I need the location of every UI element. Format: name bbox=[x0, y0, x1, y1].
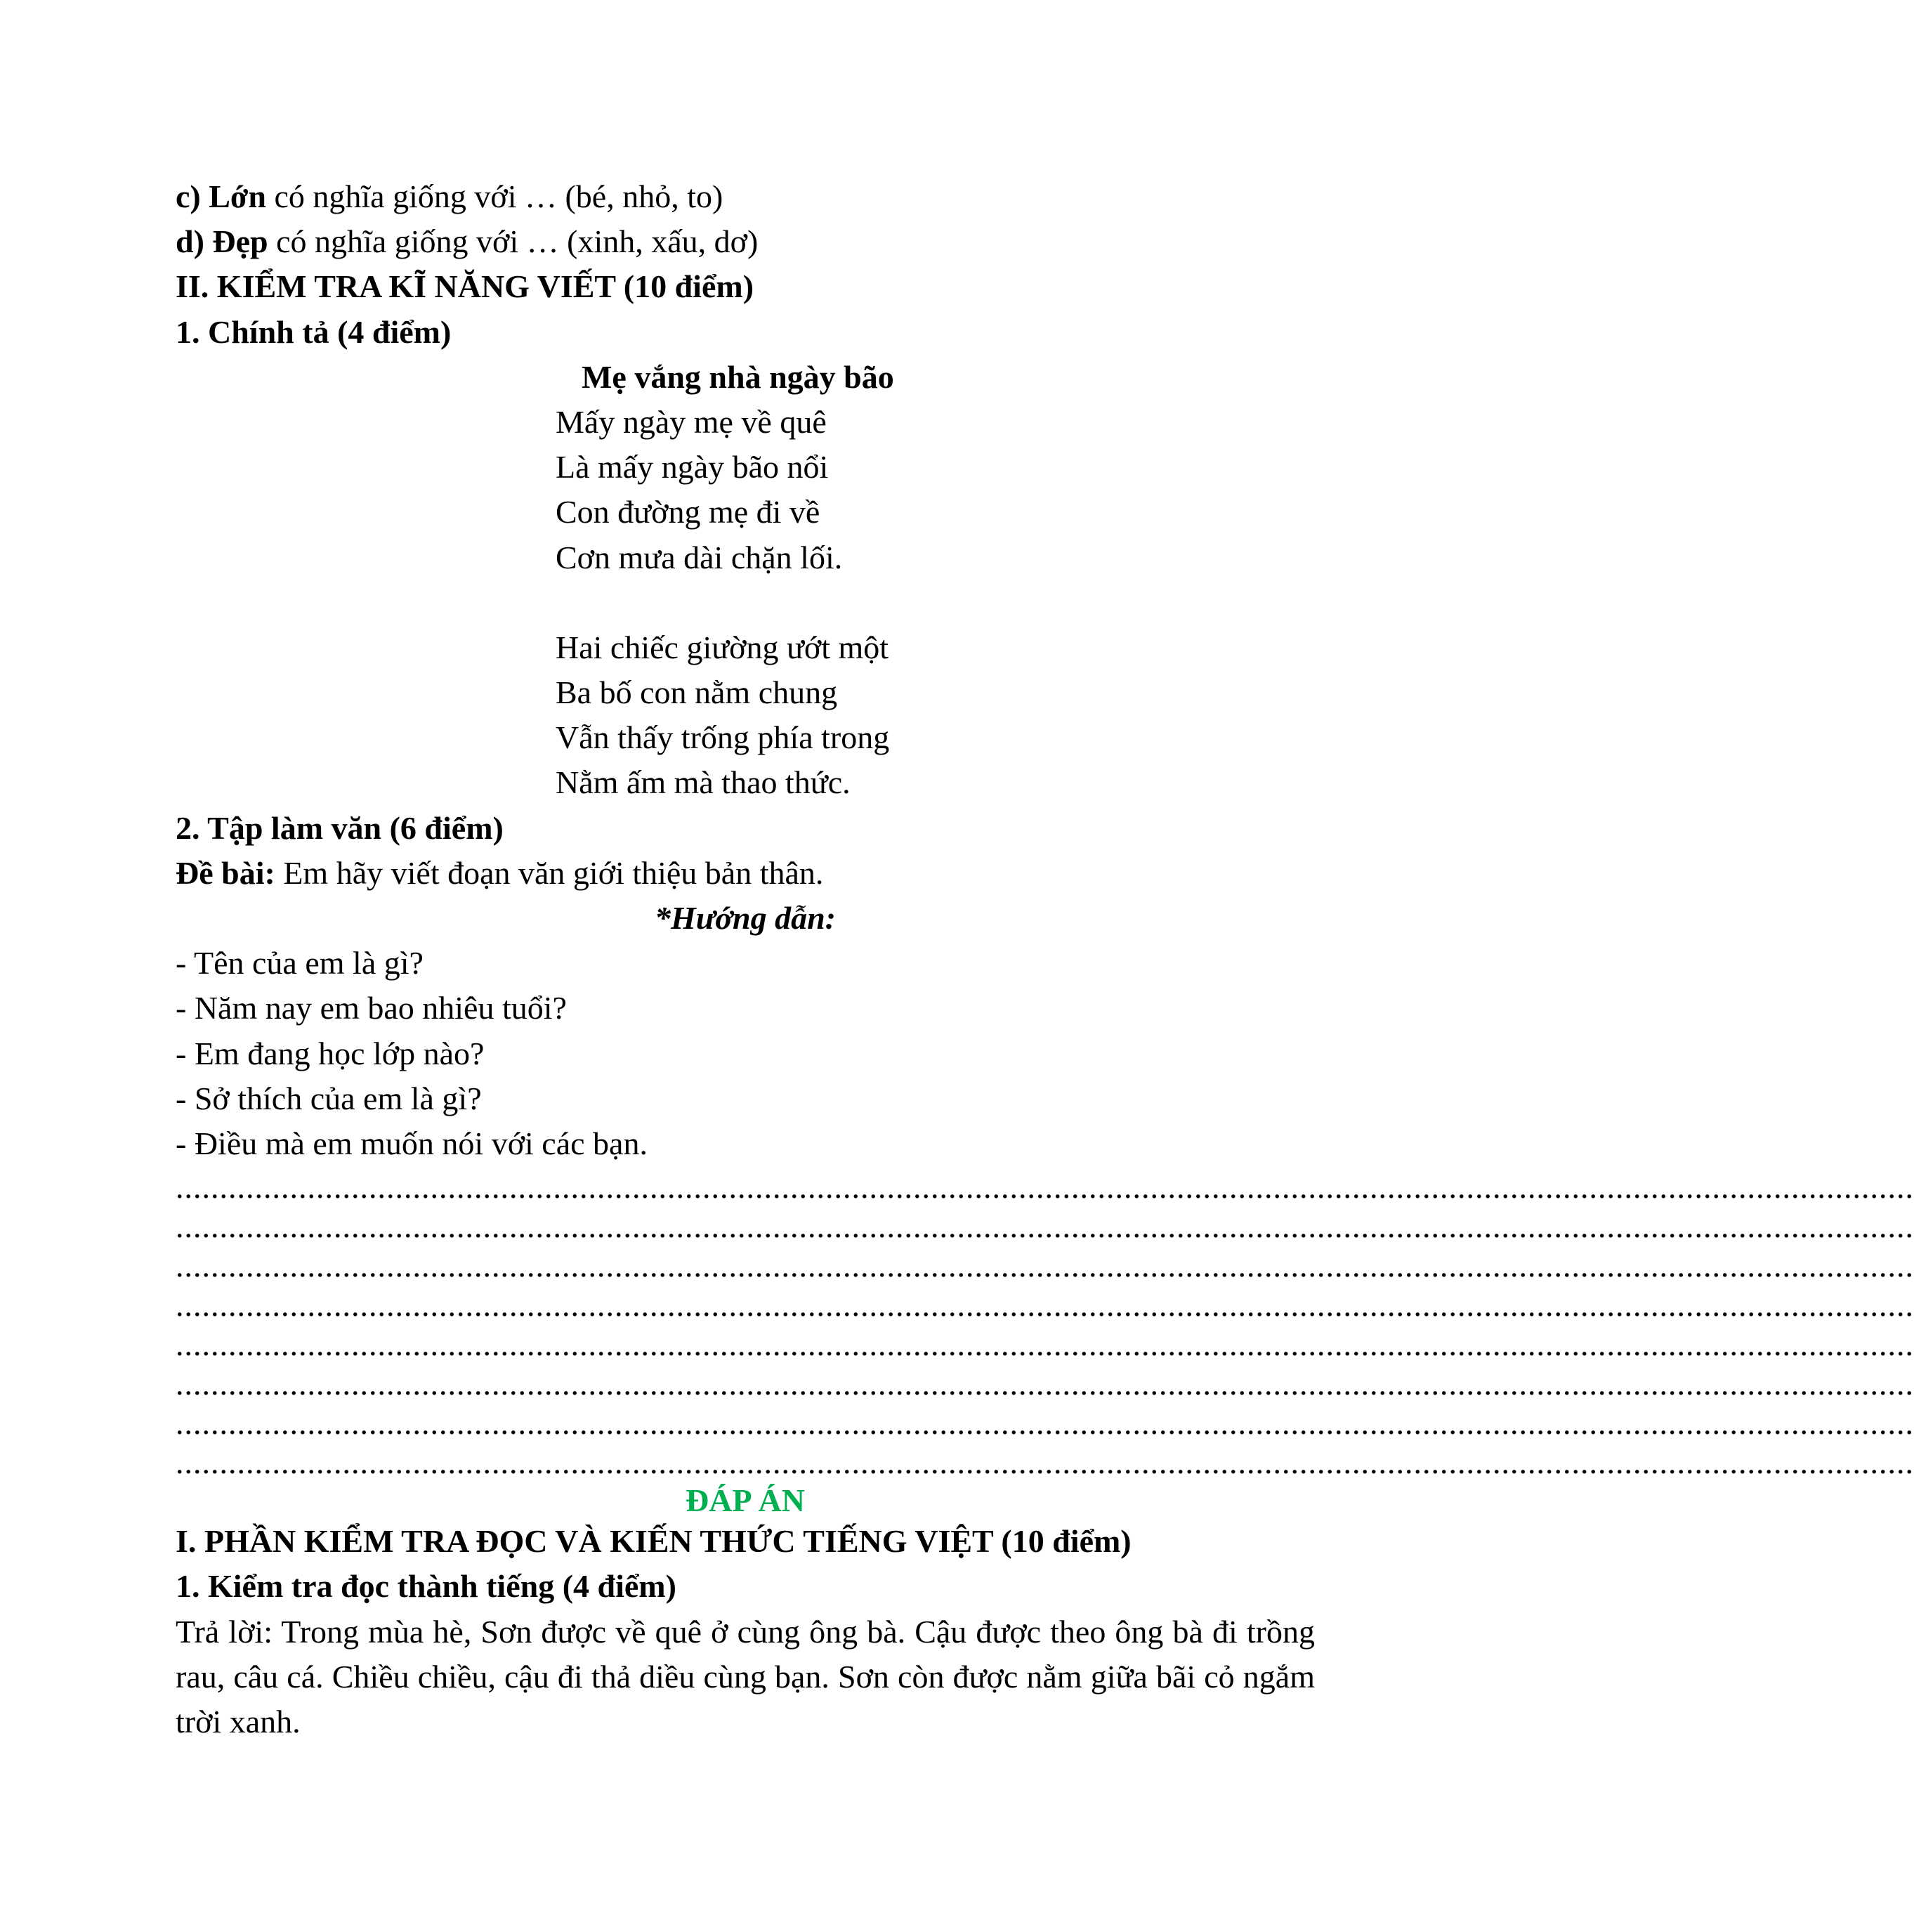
answers-title: ĐÁP ÁN bbox=[686, 1482, 805, 1519]
prompt bbox=[176, 851, 1315, 896]
dictation-heading: 1. Chính tả (4 điểm) bbox=[176, 313, 452, 350]
exercise-d bbox=[176, 219, 1315, 264]
prompt-text: Em hãy viết đoạn văn giới thiệu bản thân. bbox=[275, 854, 824, 891]
reading-heading: 1. Kiểm tra đọc thành tiếng (4 điểm) bbox=[176, 1568, 676, 1605]
writing-line: ...................................................................................................................................................................................................... bbox=[176, 1208, 1914, 1245]
guide-item: - Em đang học lớp nào? bbox=[176, 1035, 485, 1071]
poem-line: Cơn mưa dài chặn lối. bbox=[556, 539, 843, 575]
guide-item: - Năm nay em bao nhiêu tuổi? bbox=[176, 990, 567, 1026]
reading-answer: Trả lời: Trong mùa hè, Sơn được về quê ở cùng ông bà. Cậu được theo ông bà đi trồng rau, câu cá. Chiều chiều, cậu đi thả diều cùng bạn. Sơn còn được nằm giữa bãi cỏ ngắm trời xanh. bbox=[176, 1613, 1315, 1740]
guide-heading: *Hướng dẫn: bbox=[654, 900, 836, 936]
exercise-c-text: có nghĩa giống với … (bé, nhỏ, to) bbox=[266, 178, 723, 214]
composition-heading: 2. Tập làm văn (6 điểm) bbox=[176, 809, 504, 846]
document-page bbox=[176, 174, 1914, 1744]
writing-line: ...................................................................................................................................................................................................... bbox=[176, 1405, 1914, 1442]
prompt-label: Đề bài: bbox=[176, 854, 275, 891]
writing-line: ...................................................................................................................................................................................................... bbox=[176, 1326, 1914, 1363]
guide-item: - Tên của em là gì? bbox=[176, 945, 424, 981]
writing-line: ...................................................................................................................................................................................................... bbox=[176, 1444, 1914, 1481]
writing-line: ...................................................................................................................................................................................................... bbox=[176, 1366, 1914, 1402]
writing-line: ...................................................................................................................................................................................................... bbox=[176, 1287, 1914, 1324]
writing-line: ...................................................................................................................................................................................................... bbox=[176, 1169, 1914, 1206]
section-2-heading: II. KIỂM TRA KĨ NĂNG VIẾT (10 điểm) bbox=[176, 268, 754, 305]
exercise-d-text: có nghĩa giống với … (xinh, xấu, dơ) bbox=[268, 223, 759, 260]
exercise-c bbox=[176, 174, 1315, 219]
poem-title: Mẹ vắng nhà ngày bão bbox=[582, 358, 894, 395]
stanza-gap bbox=[176, 580, 1315, 625]
guide-item: - Sở thích của em là gì? bbox=[176, 1080, 482, 1116]
poem-line: Mấy ngày mẹ về quê bbox=[556, 403, 827, 440]
answers-section-1-heading: I. PHẦN KIỂM TRA ĐỌC VÀ KIẾN THỨC TIẾNG VIỆT (10 điểm) bbox=[176, 1523, 1132, 1560]
guide-item: - Điều mà em muốn nói với các bạn. bbox=[176, 1125, 648, 1161]
writing-line: ...................................................................................................................................................................................................... bbox=[176, 1248, 1914, 1284]
poem-line: Vẫn thấy trống phía trong bbox=[556, 719, 890, 756]
exercise-d-label: d) Đẹp bbox=[176, 223, 268, 260]
exercise-c-label: c) Lớn bbox=[176, 178, 266, 214]
poem-line: Con đường mẹ đi về bbox=[556, 494, 820, 530]
poem-line: Ba bố con nằm chung bbox=[556, 674, 838, 711]
poem-line: Nằm ấm mà thao thức. bbox=[556, 764, 851, 801]
poem-line: Là mấy ngày bão nổi bbox=[556, 449, 829, 485]
poem-line: Hai chiếc giường ướt một bbox=[556, 629, 889, 665]
